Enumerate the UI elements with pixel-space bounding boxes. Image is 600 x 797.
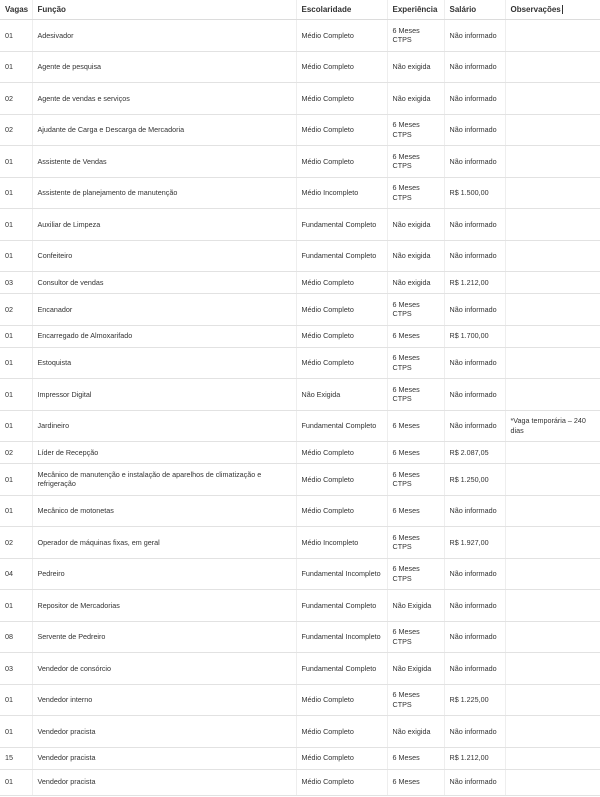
cell-observacoes <box>505 653 600 685</box>
cell-funcao: Vendedor pracista <box>32 769 296 795</box>
table-row <box>0 294 600 326</box>
cell-observacoes <box>505 209 600 241</box>
cell-salario: R$ 1.927,00 <box>444 527 505 559</box>
cell-vagas: 01 <box>0 684 32 716</box>
table-row <box>0 558 600 590</box>
cell-observacoes <box>505 177 600 209</box>
cell-escolaridade: Fundamental Completo <box>296 209 387 241</box>
cell-experiencia: Não exigida <box>387 272 444 294</box>
cell-escolaridade: Fundamental Incompleto <box>296 621 387 653</box>
cell-observacoes <box>505 20 600 52</box>
cell-escolaridade: Médio Incompleto <box>296 527 387 559</box>
cell-funcao: Operador de máquinas fixas, em geral <box>32 527 296 559</box>
table-row <box>0 20 600 52</box>
cell-funcao: Vendedor pracista <box>32 747 296 769</box>
cell-escolaridade: Fundamental Completo <box>296 410 387 442</box>
cell-funcao: Encarregado de Almoxarifado <box>32 325 296 347</box>
cell-observacoes <box>505 558 600 590</box>
table-row <box>0 272 600 294</box>
cell-experiencia: 6 Meses CTPS <box>387 177 444 209</box>
cell-vagas: 01 <box>0 209 32 241</box>
cell-observacoes <box>505 51 600 83</box>
cell-observacoes <box>505 272 600 294</box>
cell-escolaridade: Médio Completo <box>296 83 387 115</box>
cell-salario: Não informado <box>444 558 505 590</box>
cell-vagas: 01 <box>0 240 32 272</box>
cell-escolaridade: Médio Completo <box>296 347 387 379</box>
header-experiencia: Experiência <box>387 0 444 20</box>
cell-experiencia: 6 Meses CTPS <box>387 114 444 146</box>
cell-escolaridade: Médio Completo <box>296 769 387 795</box>
cell-observacoes <box>505 769 600 795</box>
cell-funcao: Repositor de Mercadorias <box>32 590 296 622</box>
cell-funcao: Agente de pesquisa <box>32 51 296 83</box>
cell-funcao: Vendedor interno <box>32 684 296 716</box>
table-row <box>0 83 600 115</box>
cell-observacoes <box>505 325 600 347</box>
cell-observacoes <box>505 347 600 379</box>
cell-vagas: 02 <box>0 114 32 146</box>
cell-funcao: Vendedor de consórcio <box>32 653 296 685</box>
cell-observacoes <box>505 114 600 146</box>
cell-salario: Não informado <box>444 146 505 178</box>
cell-experiencia: 6 Meses CTPS <box>387 294 444 326</box>
cell-escolaridade: Médio Completo <box>296 272 387 294</box>
cell-salario: R$ 1.500,00 <box>444 177 505 209</box>
header-observacoes-cell[interactable] <box>505 0 600 20</box>
table-row <box>0 527 600 559</box>
cell-funcao: Jardineiro <box>32 410 296 442</box>
cell-vagas: 01 <box>0 51 32 83</box>
cell-salario: Não informado <box>444 653 505 685</box>
cell-salario: R$ 1.212,00 <box>444 747 505 769</box>
header-salario: Salário <box>444 0 505 20</box>
cell-observacoes <box>505 621 600 653</box>
cell-experiencia: 6 Meses CTPS <box>387 621 444 653</box>
cell-vagas: 02 <box>0 83 32 115</box>
header-funcao: Função <box>32 0 296 20</box>
table-row <box>0 410 600 442</box>
cell-experiencia: 6 Meses CTPS <box>387 347 444 379</box>
cell-escolaridade: Fundamental Incompleto <box>296 558 387 590</box>
cell-salario: Não informado <box>444 51 505 83</box>
cell-experiencia: 6 Meses CTPS <box>387 379 444 411</box>
cell-salario: Não informado <box>444 621 505 653</box>
cell-escolaridade: Médio Incompleto <box>296 177 387 209</box>
text-cursor <box>562 5 563 14</box>
cell-salario: Não informado <box>444 379 505 411</box>
cell-funcao: Servente de Pedreiro <box>32 621 296 653</box>
cell-salario: Não informado <box>444 20 505 52</box>
cell-salario: Não informado <box>444 240 505 272</box>
cell-funcao: Assistente de Vendas <box>32 146 296 178</box>
cell-vagas: 01 <box>0 590 32 622</box>
cell-vagas: 01 <box>0 769 32 795</box>
cell-escolaridade: Médio Completo <box>296 495 387 527</box>
cell-funcao: Pedreiro <box>32 558 296 590</box>
cell-vagas: 01 <box>0 495 32 527</box>
cell-salario: R$ 1.225,00 <box>444 684 505 716</box>
cell-funcao: Assistente de planejamento de manutenção <box>32 177 296 209</box>
table-row <box>0 653 600 685</box>
cell-vagas: 01 <box>0 347 32 379</box>
cell-experiencia: Não exigida <box>387 716 444 748</box>
table-row <box>0 590 600 622</box>
cell-vagas: 02 <box>0 527 32 559</box>
cell-experiencia: 6 Meses <box>387 442 444 464</box>
cell-funcao: Estoquista <box>32 347 296 379</box>
table-row <box>0 684 600 716</box>
cell-vagas: 01 <box>0 177 32 209</box>
cell-experiencia: 6 Meses <box>387 747 444 769</box>
table-row <box>0 747 600 769</box>
table-row <box>0 209 600 241</box>
table-row <box>0 464 600 496</box>
cell-salario: Não informado <box>444 590 505 622</box>
table-row <box>0 442 600 464</box>
cell-salario: Não informado <box>444 209 505 241</box>
table-row <box>0 769 600 795</box>
cell-experiencia: 6 Meses <box>387 410 444 442</box>
cell-escolaridade: Médio Completo <box>296 325 387 347</box>
cell-observacoes <box>505 495 600 527</box>
header-vagas: Vagas <box>0 0 32 20</box>
cell-escolaridade: Médio Completo <box>296 114 387 146</box>
cell-observacoes: *Vaga temporária – 240 dias <box>505 410 600 442</box>
cell-vagas: 02 <box>0 294 32 326</box>
cell-funcao: Confeiteiro <box>32 240 296 272</box>
cell-escolaridade: Médio Completo <box>296 716 387 748</box>
cell-experiencia: Não exigida <box>387 51 444 83</box>
cell-salario: Não informado <box>444 716 505 748</box>
cell-observacoes <box>505 590 600 622</box>
cell-experiencia: 6 Meses <box>387 769 444 795</box>
table-row <box>0 495 600 527</box>
cell-escolaridade: Não Exigida <box>296 379 387 411</box>
cell-escolaridade: Fundamental Completo <box>296 590 387 622</box>
cell-escolaridade: Fundamental Completo <box>296 653 387 685</box>
cell-salario: R$ 2.087,05 <box>444 442 505 464</box>
cell-escolaridade: Fundamental Completo <box>296 240 387 272</box>
cell-vagas: 01 <box>0 20 32 52</box>
cell-funcao: Encanador <box>32 294 296 326</box>
cell-experiencia: 6 Meses CTPS <box>387 146 444 178</box>
cell-funcao: Mecânico de manutenção e instalação de aparelhos de climatização e refrigeração <box>32 464 296 496</box>
cell-experiencia: 6 Meses <box>387 325 444 347</box>
cell-escolaridade: Médio Completo <box>296 464 387 496</box>
cell-experiencia: Não exigida <box>387 209 444 241</box>
cell-salario: Não informado <box>444 114 505 146</box>
table-row <box>0 621 600 653</box>
header-escolaridade: Escolaridade <box>296 0 387 20</box>
cell-vagas: 04 <box>0 558 32 590</box>
cell-vagas: 01 <box>0 379 32 411</box>
cell-observacoes <box>505 294 600 326</box>
cell-vagas: 15 <box>0 747 32 769</box>
cell-salario: Não informado <box>444 769 505 795</box>
cell-funcao: Adesivador <box>32 20 296 52</box>
cell-vagas: 01 <box>0 146 32 178</box>
cell-salario: Não informado <box>444 495 505 527</box>
table-row <box>0 347 600 379</box>
cell-observacoes <box>505 684 600 716</box>
table-row <box>0 240 600 272</box>
cell-funcao: Líder de Recepção <box>32 442 296 464</box>
cell-observacoes <box>505 379 600 411</box>
cell-salario: R$ 1.212,00 <box>444 272 505 294</box>
cell-observacoes <box>505 716 600 748</box>
cell-observacoes <box>505 146 600 178</box>
cell-funcao: Auxiliar de Limpeza <box>32 209 296 241</box>
cell-experiencia: 6 Meses CTPS <box>387 20 444 52</box>
cell-funcao: Ajudante de Carga e Descarga de Mercadoria <box>32 114 296 146</box>
cell-funcao: Mecânico de motonetas <box>32 495 296 527</box>
cell-salario: Não informado <box>444 410 505 442</box>
cell-funcao: Agente de vendas e serviços <box>32 83 296 115</box>
cell-observacoes <box>505 527 600 559</box>
table-row <box>0 716 600 748</box>
cell-escolaridade: Médio Completo <box>296 294 387 326</box>
cell-escolaridade: Médio Completo <box>296 20 387 52</box>
cell-salario: Não informado <box>444 294 505 326</box>
cell-experiencia: 6 Meses <box>387 495 444 527</box>
cell-salario: Não informado <box>444 347 505 379</box>
cell-escolaridade: Médio Completo <box>296 146 387 178</box>
cell-escolaridade: Médio Completo <box>296 51 387 83</box>
table-row <box>0 379 600 411</box>
cell-experiencia: 6 Meses CTPS <box>387 464 444 496</box>
cell-escolaridade: Médio Completo <box>296 747 387 769</box>
table-row <box>0 114 600 146</box>
cell-salario: R$ 1.700,00 <box>444 325 505 347</box>
cell-funcao: Vendedor pracista <box>32 716 296 748</box>
cell-funcao: Impressor Digital <box>32 379 296 411</box>
cell-experiencia: Não exigida <box>387 83 444 115</box>
cell-vagas: 01 <box>0 325 32 347</box>
table-row <box>0 146 600 178</box>
cell-vagas: 03 <box>0 653 32 685</box>
cell-observacoes <box>505 83 600 115</box>
cell-experiencia: 6 Meses CTPS <box>387 684 444 716</box>
cell-experiencia: Não exigida <box>387 240 444 272</box>
table-row <box>0 177 600 209</box>
cell-salario: R$ 1.250,00 <box>444 464 505 496</box>
cell-observacoes <box>505 240 600 272</box>
cell-experiencia: 6 Meses CTPS <box>387 558 444 590</box>
cell-salario: Não informado <box>444 83 505 115</box>
cell-funcao: Consultor de vendas <box>32 272 296 294</box>
cell-escolaridade: Médio Completo <box>296 442 387 464</box>
table-row <box>0 325 600 347</box>
cell-vagas: 01 <box>0 716 32 748</box>
cell-escolaridade: Médio Completo <box>296 684 387 716</box>
cell-experiencia: Não Exigida <box>387 653 444 685</box>
cell-observacoes <box>505 747 600 769</box>
table-row <box>0 51 600 83</box>
cell-vagas: 03 <box>0 272 32 294</box>
table-header-row <box>0 0 600 20</box>
cell-vagas: 08 <box>0 621 32 653</box>
cell-experiencia: Não Exigida <box>387 590 444 622</box>
cell-observacoes <box>505 442 600 464</box>
cell-vagas: 01 <box>0 410 32 442</box>
cell-observacoes <box>505 464 600 496</box>
cell-vagas: 01 <box>0 464 32 496</box>
cell-vagas: 02 <box>0 442 32 464</box>
header-observacoes: Observações <box>510 4 561 14</box>
cell-experiencia: 6 Meses CTPS <box>387 527 444 559</box>
